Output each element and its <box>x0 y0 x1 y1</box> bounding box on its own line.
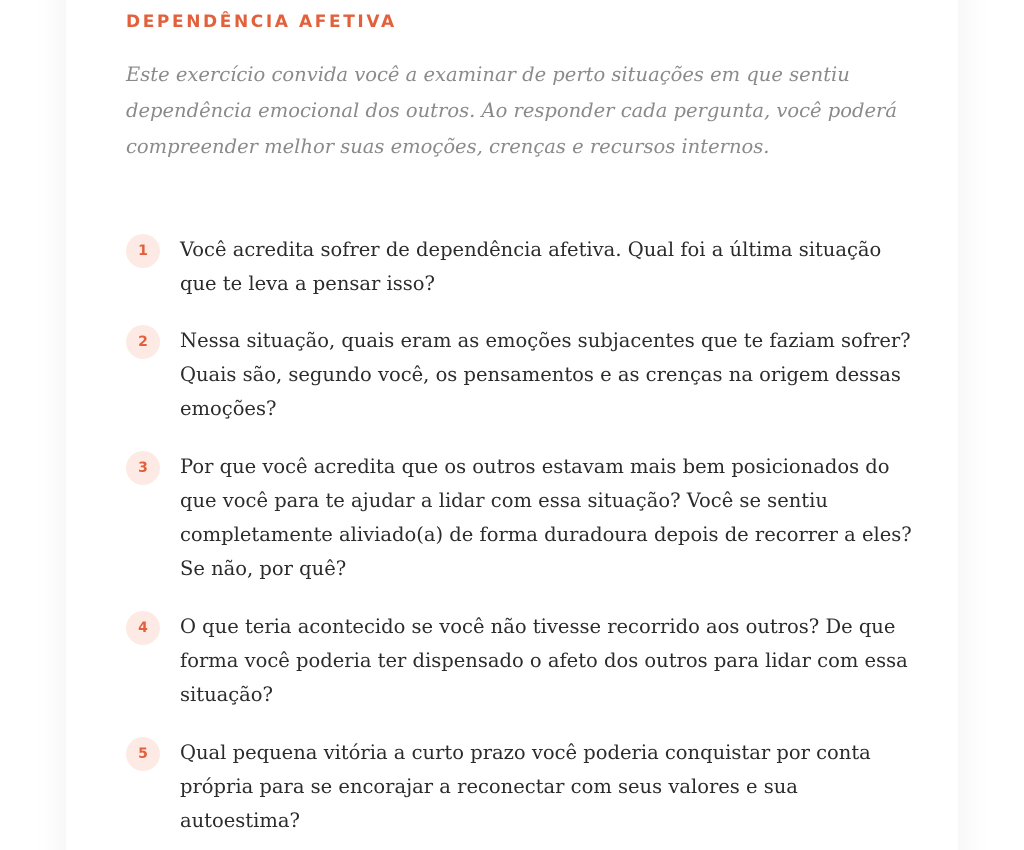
question-number-badge: 2 <box>126 325 160 359</box>
question-number-badge: 3 <box>126 451 160 485</box>
section-intro: Este exercício convida você a examinar de perto situações em que sentiu dependência emocional dos outros. Ao responder cada pergunta, você poderá compreender melhor suas emoções, crenças e recursos internos. <box>126 63 897 158</box>
question-text: Nessa situação, quais eram as emoções subjacentes que te faziam sofrer? Quais são, segundo você, os pensamentos e as crenças na origem dessas emoções? <box>180 329 911 420</box>
question-text: Por que você acredita que os outros estavam mais bem posicionados do que você para te ajudar a lidar com essa situação? Você se sentiu completamente aliviado(a) de forma duradoura depois de recorrer a eles? Se não, por quê? <box>180 455 912 580</box>
section-title: DEPENDÊNCIA AFETIVA <box>126 12 397 32</box>
question-number-badge: 5 <box>126 737 160 771</box>
question-text: O que teria acontecido se você não tivesse recorrido aos outros? De que forma você poderia ter dispensado o afeto dos outros para lidar com essa situação? <box>180 615 908 706</box>
question-text: Qual pequena vitória a curto prazo você poderia conquistar por conta própria para se encorajar a reconectar com seus valores e sua autoestima? <box>180 741 871 832</box>
question-number-badge: 1 <box>126 234 160 268</box>
question-text: Você acredita sofrer de dependência afetiva. Qual foi a última situação que te leva a pensar isso? <box>180 238 882 295</box>
question-number-badge: 4 <box>126 611 160 645</box>
